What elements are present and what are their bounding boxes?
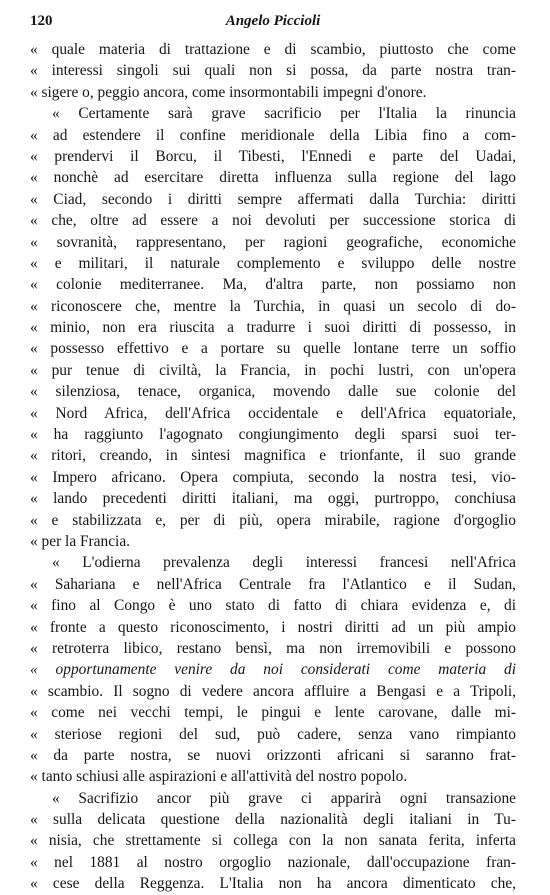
text-line: « retroterra libico, restano bensì, ma non irremovibili e possono	[30, 639, 516, 657]
text-line: « Sahariana e nell'Africa Centrale fra l'Atlantico e il Sudan,	[30, 575, 516, 593]
text-line: « Sacrifizio ancor più grave ci apparirà ogni transazione	[52, 789, 516, 807]
text-line: « colonie mediterranee. Ma, d'altra parte, non possiamo non	[30, 276, 516, 294]
text-line: « interessi singoli sui quali non si possa, da parte nostra tran-	[30, 62, 516, 80]
text-line: « ritori, creando, in sintesi magnifica e trionfante, il suo grande	[30, 447, 516, 465]
text-line: « nonchè ad esercitare diretta influenza sulla regione del lago	[30, 169, 516, 187]
text-line: « che, oltre ad essere a noi devoluti per successione storica di	[30, 212, 516, 230]
text-line: « Certamente sarà grave sacrificio per l'Italia la rinuncia	[52, 105, 516, 123]
text-line: « scambio. Il sogno di vedere ancora affluire a Bengasi e a Tripoli,	[30, 682, 516, 700]
body-text	[30, 39, 516, 895]
text-line: « ad estendere il confine meridionale della Libia fino a com-	[30, 126, 516, 144]
text-line: « Nord Africa, dell'Africa occidentale e dell'Africa equatoriale,	[30, 404, 516, 422]
text-line: « come nei vecchi tempi, le pingui e lente carovane, dalle mi-	[30, 704, 516, 722]
text-line: « nel 1881 al nostro orgoglio nazionale, dall'occupazione fran-	[30, 853, 516, 871]
text-line: « e stabilizzata e, per di più, opera mirabile, ragione d'orgoglio	[30, 511, 516, 529]
text-line: « Ciad, secondo i diritti sempre affermati dalla Turchia: diritti	[30, 190, 516, 208]
text-line: « ha raggiunto l'agognato congiungimento degli sparsi suoi ter-	[30, 426, 516, 444]
text-line: « nisia, che strettamente si collega con la non sanata ferita, inferta	[30, 832, 516, 850]
text-line: « steriose regioni del sud, può cadere, senza vano rimpianto	[30, 725, 516, 743]
text-line: « L'odierna prevalenza degli interessi francesi nell'Africa	[52, 554, 516, 572]
page-header	[30, 10, 516, 34]
text-line: « sigere o, peggio ancora, come insormontabili impegni d'onore.	[30, 83, 427, 101]
text-line: « tanto schiusi alle aspirazioni e all'attività del nostro popolo.	[30, 768, 408, 786]
text-line: « minio, non era riuscita a tradurre i suoi diritti di possesso, in	[30, 319, 516, 337]
text-line: « per la Francia.	[30, 532, 130, 550]
text-line: « pur tenue di civiltà, la Francia, in pochi lustri, con un'opera	[30, 361, 516, 379]
text-line: « sulla delicata questione della nazionalità degli italiani in Tu-	[30, 811, 516, 829]
text-line: « cese della Reggenza. L'Italia non ha ancora dimenticato che,	[30, 875, 516, 893]
text-line: « Impero africano. Opera compiuta, secondo la nostra tesi, vio-	[30, 468, 516, 486]
text-line: « possesso effettivo e a portare su quelle lontane terre un soffio	[30, 340, 516, 358]
text-line: « riconoscere che, mentre la Turchia, in quasi un secolo di do-	[30, 297, 516, 315]
text-line: « lando precedenti diritti italiani, ma oggi, purtroppo, conchiusa	[30, 490, 516, 508]
text-line: « fronte a questo riconoscimento, i nostri diritti ad un più ampio	[30, 618, 516, 636]
page-number: 120	[30, 13, 53, 29]
text-line: « quale materia di trattazione e di scambio, piuttosto che come	[30, 41, 516, 58]
text-line: « e militari, il naturale complemento e sviluppo delle nostre	[30, 254, 516, 272]
text-line: « da parte nostra, se nuovi orizzonti africani si saranno frat-	[30, 746, 516, 764]
text-line: « silenziosa, tenace, organica, movendo dalle sue colonie del	[30, 383, 516, 401]
text-line: « sovranità, rappresentano, per ragioni geografiche, economiche	[30, 233, 516, 251]
text-line: « prendervi il Borcu, il Tibesti, l'Ennedi e parte del Uadai,	[30, 147, 516, 165]
running-head: Angelo Piccioli	[225, 13, 321, 29]
book-page	[30, 10, 516, 893]
text-line: « fino al Congo è uno stato di fatto di chiara evidenza e, di	[30, 597, 516, 615]
text-line: « opportunamente venire da noi considerati come materia di	[30, 661, 516, 679]
